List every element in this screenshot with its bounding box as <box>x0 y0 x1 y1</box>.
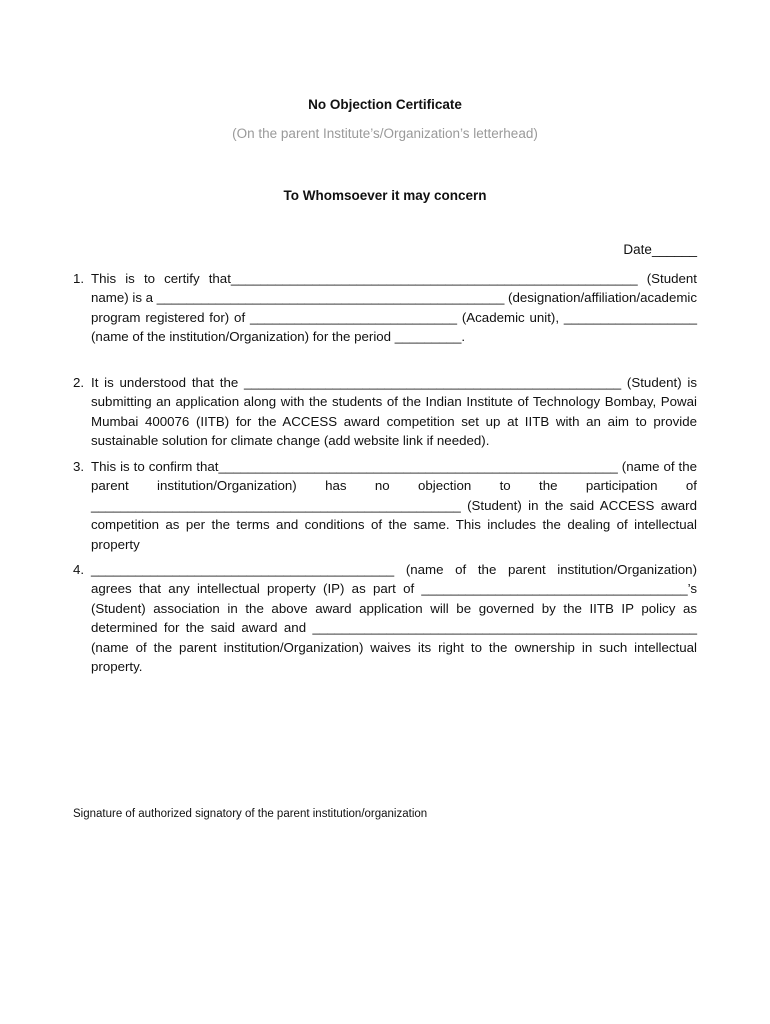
clause-number: 3. <box>73 459 85 474</box>
letterhead-note: (On the parent Institute’s/Organization’s letterhead) <box>232 126 538 141</box>
clause-number: 4. <box>73 562 85 577</box>
clause-text: It is understood that the ___________________________________________________ (Student) is submitting an application along with the students of the Indian Institute of Technology Bombay, Powai Mumbai 400076 (IITB) for the ACCESS award competition set up at IITB with an aim to provide sustainable solution for climate change (add website link if needed). <box>91 375 697 449</box>
salutation: To Whomsoever it may concern <box>283 188 487 203</box>
clause-3 <box>73 457 697 554</box>
clause-number: 1. <box>73 271 85 286</box>
clause-text: _________________________________________ (name of the parent institution/Organization) agrees that any intellectual property (IP) as part of ____________________________________’s (Student) association in the above award application will be governed by the IITB IP policy as determined for the said award and ____________________________________________________ (name of the parent institution/Organization) waives its right to the ownership in such intellectual property. <box>91 562 697 675</box>
clause-1 <box>73 269 697 347</box>
clause-4 <box>73 560 697 676</box>
clause-text: This is to certify that_______________________________________________________ (Student name) is a _______________________________________________ (designation/affiliation/academic program registered for) of ____________________________ (Academic unit), __________________ (name of the institution/Organization) for the period _________. <box>91 271 698 345</box>
date-field: Date______ <box>623 242 697 257</box>
document-title: No Objection Certificate <box>308 97 462 112</box>
clause-text: This is to confirm that______________________________________________________ (name of the parent institution/Organization) has no objection to the participation of __________________________________________________ (Student) in the said ACCESS award competition as per the terms and conditions of the same. This includes the dealing of intellectual property <box>91 459 697 552</box>
clause-2 <box>73 373 697 451</box>
clause-number: 2. <box>73 375 85 390</box>
signature-label: Signature of authorized signatory of the parent institution/organization <box>73 808 428 820</box>
